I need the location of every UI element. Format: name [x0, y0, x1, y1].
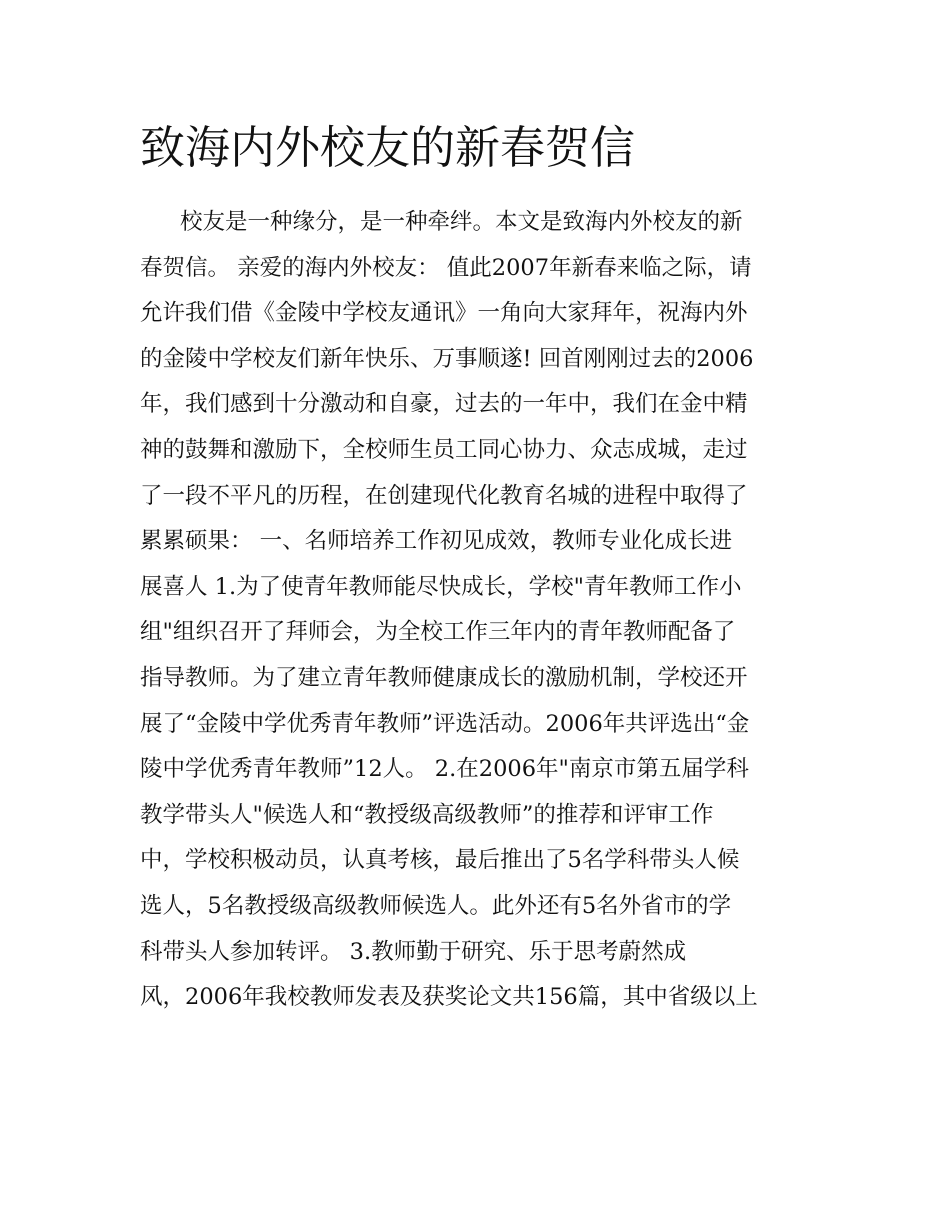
document-body — [140, 200, 812, 1021]
body-line: 累累硕果： 一、名师培养工作初见成效，教师专业化成长进 — [140, 528, 733, 555]
body-line: 春贺信。 亲爱的海内外校友： 值此2007年新春来临之际，请 — [140, 254, 752, 281]
body-line: 中，学校积极动员，认真考核，最后推出了5名学科带头人候 — [140, 847, 740, 874]
body-line: 校友是一种缘分，是一种牵绊。本文是致海内外校友的新 — [180, 209, 743, 235]
body-line: 的金陵中学校友们新年快乐、万事顺遂! 回首刚刚过去的2006 — [140, 345, 754, 372]
body-line: 展了“金陵中学优秀青年教师”评选活动。2006年共评选出“金 — [140, 710, 750, 737]
body-line: 风，2006年我校教师发表及获奖论文共156篇，其中省级以上 — [140, 984, 758, 1011]
body-line: 陵中学优秀青年教师”12人。 2.在2006年"南京市第五届学科 — [140, 756, 749, 783]
body-line: 教学带头人"候选人和“教授级高级教师”的推荐和评审工作 — [140, 801, 714, 828]
body-line: 组"组织召开了拜师会，为全校工作三年内的青年教师配备了 — [140, 619, 736, 646]
body-line: 选人，5名教授级高级教师候选人。此外还有5名外省市的学 — [140, 892, 732, 919]
body-line: 了一段不平凡的历程，在创建现代化教育名城的进程中取得了 — [140, 482, 748, 509]
body-line: 允许我们借《金陵中学校友通讯》一角向大家拜年，祝海内外 — [140, 300, 748, 327]
body-line: 展喜人 1.为了使青年教师能尽快成长，学校"青年教师工作小 — [140, 573, 742, 600]
body-line: 神的鼓舞和激励下，全校师生员工同心协力、众志成城，走过 — [140, 436, 748, 463]
body-line: 年，我们感到十分激动和自豪，过去的一年中，我们在金中精 — [140, 391, 748, 418]
document-title: 致海内外校友的新春贺信 — [140, 121, 636, 174]
body-line: 科带头人参加转评。 3.教师勤于研究、乐于思考蔚然成 — [140, 938, 687, 965]
body-line: 指导教师。为了建立青年教师健康成长的激励机制，学校还开 — [140, 664, 748, 691]
